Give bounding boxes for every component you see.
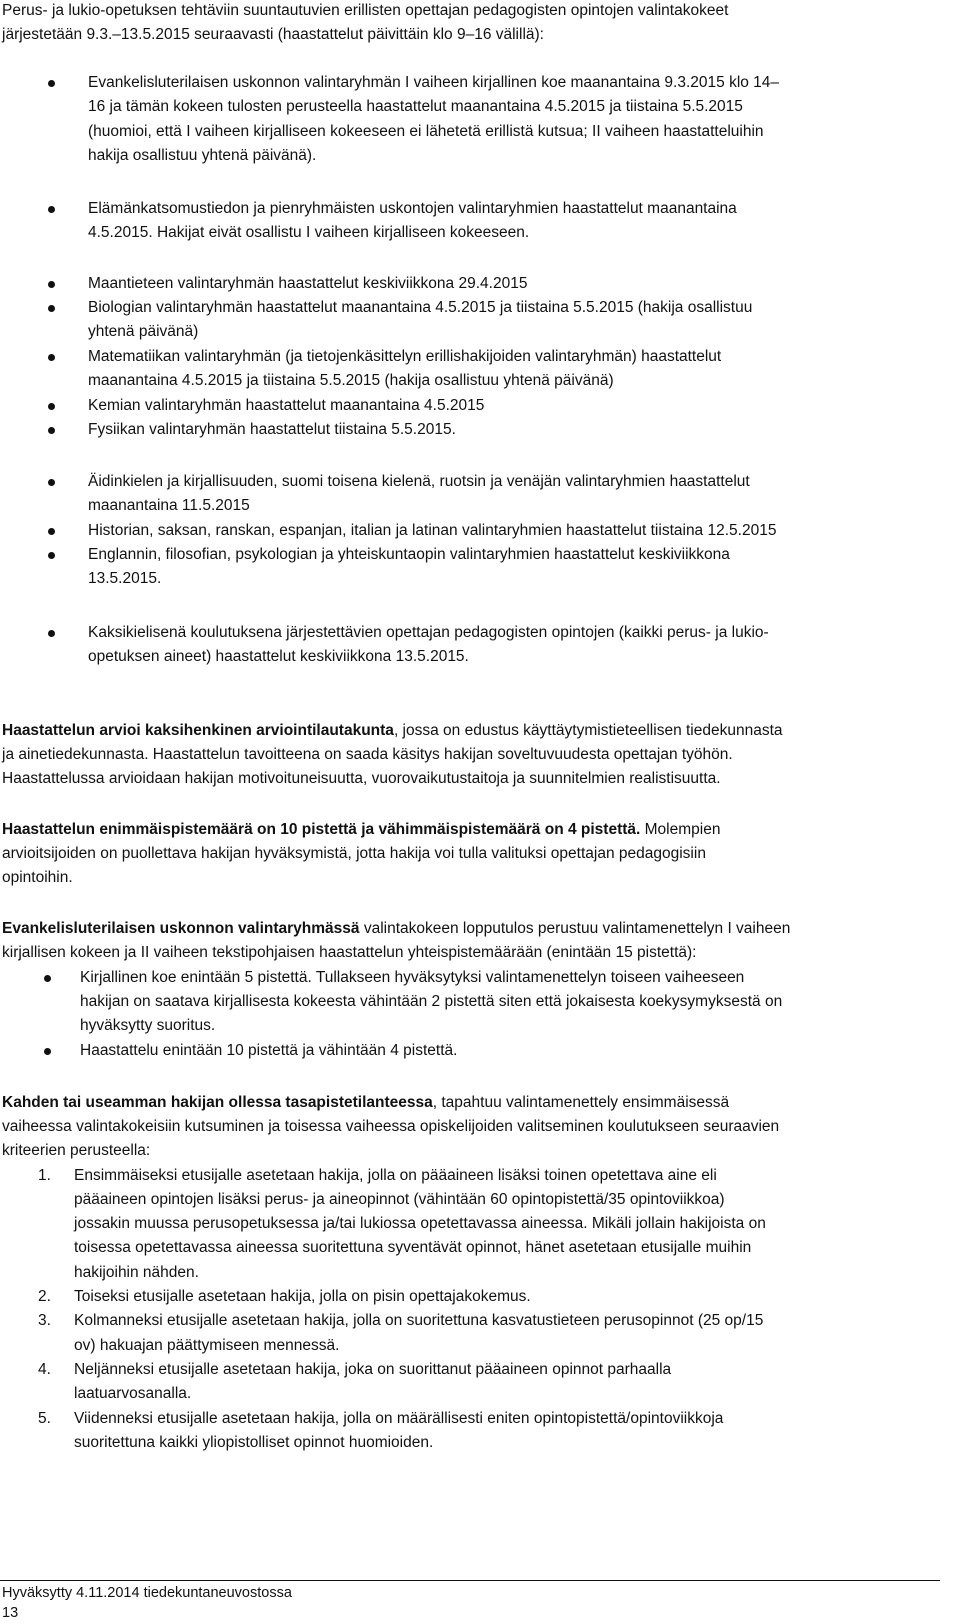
list-text: Haastattelu enintään 10 pistettä ja vähintään 4 pistettä. bbox=[80, 1042, 458, 1059]
schedule-text: 13.5.2015. bbox=[88, 570, 162, 587]
bold-phrase: Haastattelun arvioi kaksihenkinen arviointilautakunta bbox=[2, 722, 394, 739]
schedule-text: Englannin, filosofian, psykologian ja yhteiskuntaopin valintaryhmien haastattelut keskiviikkona bbox=[88, 546, 730, 563]
bullet-icon bbox=[48, 427, 55, 434]
bullet-icon bbox=[44, 975, 51, 982]
list-text: pääaineen opintojen lisäksi perus- ja aineopinnot (vähintään 60 opintopistettä/35 opintoviikkoa) bbox=[74, 1191, 725, 1208]
paragraph-text: , jossa on edustus käyttäytymistieteellisen tiedekunnasta bbox=[393, 722, 783, 739]
paragraph-text: , tapahtuu valintamenettely ensimmäisessä bbox=[432, 1094, 730, 1111]
schedule-text: (huomioi, että I vaiheen kirjalliseen kokeeseen ei lähetetä erillistä kutsua; II vaiheen haastatteluihin bbox=[88, 123, 764, 140]
list-number: 1. bbox=[38, 1167, 51, 1184]
list-text: hyväksytty suoritus. bbox=[80, 1017, 216, 1034]
paragraph-line: Haastattelussa arvioidaan hakijan motivoituneisuutta, vuorovaikutustaitoja ja suunnitelmien realistisuutta. bbox=[2, 770, 721, 787]
bullet-icon bbox=[44, 1048, 51, 1055]
list-number: 5. bbox=[38, 1410, 51, 1427]
paragraph-line: vaiheessa valintakokeisiin kutsuminen ja toisessa vaiheessa opiskelijoiden valitseminen koulutukseen seuraavien bbox=[2, 1118, 780, 1135]
list-text: Ensimmäiseksi etusijalle asetetaan hakija, jolla on pääaineen lisäksi toinen opetettava aine eli bbox=[74, 1167, 717, 1184]
bullet-icon bbox=[48, 528, 55, 535]
paragraph-line: arvioitsijoiden on puollettava hakijan hyväksymistä, jotta hakija voi tulla valituksi opettajan pedagogisiin bbox=[2, 845, 706, 862]
paragraph-line bbox=[2, 920, 790, 938]
bold-phrase: Haastattelun enimmäispistemäärä on 10 pistettä ja vähimmäispistemäärä on 4 pistettä. bbox=[2, 821, 641, 838]
list-text: ov) hakuajan päättymiseen mennessä. bbox=[74, 1337, 340, 1354]
bullet-icon bbox=[48, 206, 55, 213]
schedule-text: opetuksen aineet) haastattelut keskiviikkona 13.5.2015. bbox=[88, 648, 469, 665]
list-text: jossakin muussa perusopetuksessa ja/tai lukiossa opetettavassa aineessa. Mikäli jollain hakijoista on bbox=[74, 1215, 766, 1232]
paragraph-line: opintoihin. bbox=[2, 869, 73, 886]
intro-line: järjestetään 9.3.–13.5.2015 seuraavasti (haastattelut päivittäin klo 9–16 välillä): bbox=[2, 26, 544, 43]
bullet-icon bbox=[48, 80, 55, 87]
list-text: hakijan on saatava kirjallisesta kokeesta vähintään 2 pistettä siten että jokaisesta koekysymyksestä on bbox=[80, 993, 783, 1010]
schedule-text: Äidinkielen ja kirjallisuuden, suomi toisena kielenä, ruotsin ja venäjän valintaryhmien haastattelut bbox=[88, 473, 750, 490]
schedule-text: Maantieteen valintaryhmän haastattelut keskiviikkona 29.4.2015 bbox=[88, 275, 528, 292]
list-text: suoritettuna kaikki yliopistolliset opinnot huomioiden. bbox=[74, 1434, 434, 1451]
bullet-icon bbox=[48, 552, 55, 559]
list-text: Neljänneksi etusijalle asetetaan hakija, joka on suorittanut pääaineen opinnot parhaalla bbox=[74, 1361, 672, 1378]
paragraph-line: kriteerien perusteella: bbox=[2, 1142, 151, 1159]
bold-phrase: Evankelisluterilaisen uskonnon valintaryhmässä bbox=[2, 920, 360, 937]
intro-line: Perus- ja lukio-opetuksen tehtäviin suuntautuvien erillisten opettajan pedagogisten opintojen valintakokeet bbox=[2, 2, 729, 19]
schedule-text: Biologian valintaryhmän haastattelut maanantaina 4.5.2015 ja tiistaina 5.5.2015 (hakija osallistuu bbox=[88, 299, 753, 316]
schedule-text: Evankelisluterilaisen uskonnon valintaryhmän I vaiheen kirjallinen koe maanantaina 9.3.2015 klo 14– bbox=[88, 74, 780, 91]
schedule-text: hakija osallistuu yhtenä päivänä). bbox=[88, 147, 317, 164]
schedule-text: Elämänkatsomustiedon ja pienryhmäisten uskontojen valintaryhmien haastattelut maanantaina bbox=[88, 200, 737, 217]
list-text: Kirjallinen koe enintään 5 pistettä. Tullakseen hyväksytyksi valintamenettelyn toiseen vaiheeseen bbox=[80, 969, 745, 986]
list-text: Viidenneksi etusijalle asetetaan hakija, jolla on määrällisesti eniten opintopistettä/opintoviikkoja bbox=[74, 1410, 724, 1427]
bold-phrase: Kahden tai useamman hakijan ollessa tasapistetilanteessa bbox=[2, 1094, 433, 1111]
bullet-icon bbox=[48, 354, 55, 361]
bullet-icon bbox=[48, 630, 55, 637]
schedule-text: 4.5.2015. Hakijat eivät osallistu I vaiheen kirjalliseen kokeeseen. bbox=[88, 224, 530, 241]
list-number: 3. bbox=[38, 1312, 51, 1329]
bullet-icon bbox=[48, 479, 55, 486]
list-text: Toiseksi etusijalle asetetaan hakija, jolla on pisin opettajakokemus. bbox=[74, 1288, 531, 1305]
list-number: 4. bbox=[38, 1361, 51, 1378]
footer-divider bbox=[0, 1580, 940, 1581]
list-text: toisessa opetettavassa aineessa suoritettuna syventävät opinnot, hänet asetetaan etusijalle muihin bbox=[74, 1239, 752, 1256]
schedule-text: maanantaina 11.5.2015 bbox=[88, 497, 250, 514]
bullet-icon bbox=[48, 281, 55, 288]
paragraph-text: valintakokeen lopputulos perustuu valintamenettelyn I vaiheen bbox=[359, 920, 791, 937]
schedule-text: Kemian valintaryhmän haastattelut maanantaina 4.5.2015 bbox=[88, 397, 485, 414]
page-number: 13 bbox=[2, 1605, 19, 1621]
paragraph-line bbox=[2, 722, 783, 740]
paragraph-line: kirjallisen kokeen ja II vaiheen tekstipohjaisen haastattelun yhteispistemäärään (enintään 15 pistettä): bbox=[2, 944, 697, 961]
list-number: 2. bbox=[38, 1288, 51, 1305]
list-text: hakijoihin nähden. bbox=[74, 1264, 199, 1281]
paragraph-line bbox=[2, 821, 720, 839]
schedule-text: 16 ja tämän kokeen tulosten perusteella haastattelut maanantaina 4.5.2015 ja tiistaina 5.5.2015 bbox=[88, 98, 743, 115]
schedule-text: Historian, saksan, ranskan, espanjan, italian ja latinan valintaryhmien haastattelut tiistaina 12.5.2015 bbox=[88, 522, 777, 539]
schedule-text: yhtenä päivänä) bbox=[88, 323, 199, 340]
bullet-icon bbox=[48, 305, 55, 312]
schedule-text: maanantaina 4.5.2015 ja tiistaina 5.5.2015 (hakija osallistuu yhtenä päivänä) bbox=[88, 372, 614, 389]
schedule-text: Fysiikan valintaryhmän haastattelut tiistaina 5.5.2015. bbox=[88, 421, 456, 438]
schedule-text: Kaksikielisenä koulutuksena järjestettävien opettajan pedagogisten opintojen (kaikki perus- ja lukio- bbox=[88, 624, 769, 641]
bullet-icon bbox=[48, 403, 55, 410]
paragraph-line: ja ainetiedekunnasta. Haastattelun tavoitteena on saada käsitys hakijan soveltuvuudesta opettajan työhön. bbox=[2, 746, 733, 763]
paragraph-text: Molempien bbox=[640, 821, 721, 838]
footer-approval: Hyväksytty 4.11.2014 tiedekuntaneuvostossa bbox=[2, 1585, 292, 1601]
paragraph-line bbox=[2, 1094, 729, 1112]
schedule-text: Matematiikan valintaryhmän (ja tietojenkäsittelyn erillishakijoiden valintaryhmän) haastattelut bbox=[88, 348, 722, 365]
list-text: Kolmanneksi etusijalle asetetaan hakija, jolla on suoritettuna kasvatustieteen perusopinnot (25 op/15 bbox=[74, 1312, 764, 1329]
list-text: laatuarvosanalla. bbox=[74, 1385, 192, 1402]
